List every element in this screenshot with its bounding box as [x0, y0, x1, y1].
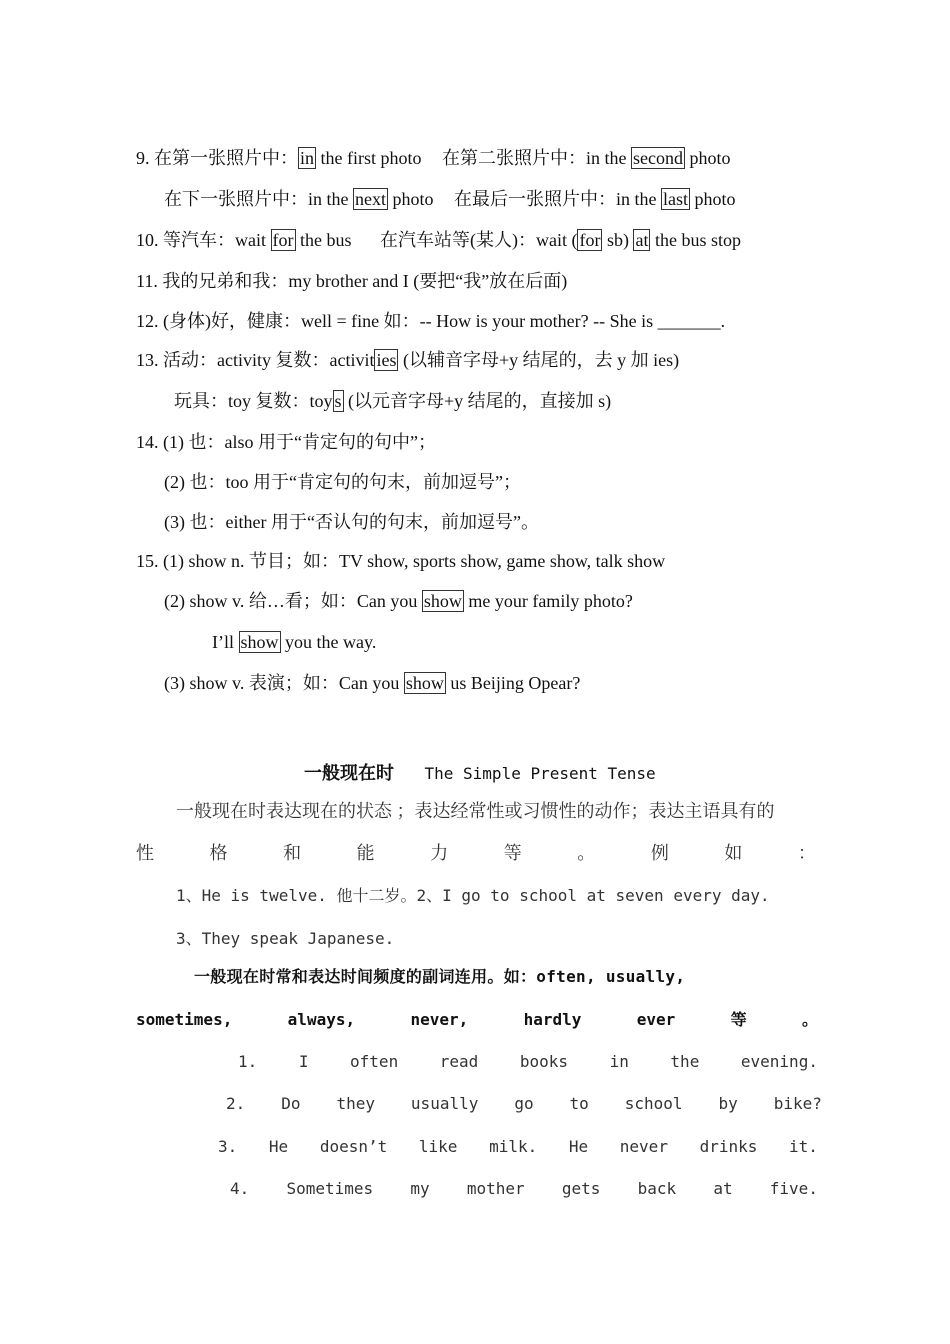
intro-char: 性 [136, 843, 154, 863]
sentence-word: Sometimes [286, 1179, 374, 1198]
item-13b-text-a: 玩具：toy 复数：toy [174, 391, 333, 411]
vocab-item-13 [136, 348, 679, 372]
sentence-word: usually [410, 1094, 479, 1113]
item-9b-box-next: next [355, 189, 386, 209]
freq-word: never, [410, 1010, 469, 1029]
sentence-word: by [718, 1094, 738, 1113]
sentence-word: it. [789, 1137, 818, 1156]
sentence-word: He [268, 1137, 289, 1156]
example-sentence-1 [238, 1050, 818, 1074]
grammar-intro-cont [136, 841, 816, 865]
item-13-box-ies: ies [376, 350, 397, 370]
freq-word: 等 [730, 1010, 747, 1029]
sentence-word: He [568, 1137, 589, 1156]
item-9-text-a: 9. 在第一张照片中： [136, 148, 298, 168]
item-10-box-at: at [635, 230, 649, 250]
item-9b-text-b-after: photo [690, 189, 736, 209]
freq-word: hardly [523, 1010, 582, 1029]
item-9-text-b-after: photo [685, 148, 731, 168]
vocab-item-14-1: 14. (1) 也：also 用于“肯定句的句中”； [136, 432, 436, 452]
sentence-word: Do [281, 1094, 301, 1113]
sentence-word: they [336, 1094, 375, 1113]
sentence-word: school [624, 1094, 683, 1113]
item-15-2b-text-a-after: you the way. [280, 632, 377, 652]
sentence-word: never [619, 1137, 668, 1156]
sentence-word: go [514, 1094, 534, 1113]
freq-word: sometimes, [136, 1010, 233, 1029]
example-sentence-4 [230, 1177, 818, 1201]
sentence-word: often [350, 1052, 399, 1071]
sentence-word: evening. [740, 1052, 818, 1071]
sentence-word: in [609, 1052, 629, 1071]
vocab-item-15-2 [164, 589, 633, 613]
vocab-item-15-3 [164, 671, 580, 695]
item-10-text-a: 10. 等汽车：wait [136, 230, 271, 250]
item-13b-text-a-after: (以元音字母+y 结尾的，直接加 s) [343, 391, 612, 411]
item-15-2-text-a-after: me your family photo? [463, 591, 633, 611]
intro-char: 等 [503, 843, 522, 863]
section-title-cn: 一般现在时 [304, 763, 394, 783]
item-10-text-b: 在汽车站等(某人)：wait ( [380, 230, 578, 250]
vocab-item-12: 12. (身体)好，健康：well = fine 如：-- How is your mother? -- She is _______. [136, 311, 726, 331]
item-9b-text-b: 在最后一张照片中：in the [454, 189, 662, 209]
item-10-text-b-mid: sb) [602, 230, 634, 250]
item-9-text-b: 在第二张照片中：in the [442, 148, 632, 168]
vocab-item-9b [164, 187, 736, 211]
sentence-word: mother [466, 1179, 525, 1198]
item-13-text-a: 13. 活动：activity 复数：activit [136, 350, 375, 370]
section-title-en: The Simple Present Tense [424, 764, 656, 783]
sentence-word: back [637, 1179, 677, 1198]
sentence-word: drinks [699, 1137, 758, 1156]
section-title [304, 761, 656, 786]
sentence-word: like [418, 1137, 458, 1156]
example-sentence-2 [226, 1092, 822, 1116]
grammar-example-1: 1、He is twelve. 他十二岁。2、I go to school at seven every day. [176, 886, 770, 905]
freq-word: ever [636, 1010, 676, 1029]
intro-char: 如 [724, 843, 743, 863]
item-15-3-box-show: show [405, 673, 444, 693]
intro-char: 。 [577, 843, 596, 863]
grammar-freq-line-2 [136, 1008, 818, 1032]
sentence-word: I [298, 1052, 309, 1071]
grammar-freq-line-1: 一般现在时常和表达时间频度的副词连用。如：often, usually, [194, 967, 686, 986]
item-15-2b-text-a: I’ll [212, 632, 239, 652]
sentence-word: five. [769, 1179, 818, 1198]
item-10-box-for-2: for [579, 230, 601, 250]
intro-char: 能 [356, 843, 375, 863]
item-15-3-text-a: (3) show v. 表演；如：Can you [164, 673, 404, 693]
vocab-item-9 [136, 146, 731, 170]
item-9b-box-last: last [663, 189, 689, 209]
sentence-word: 3. [218, 1137, 238, 1156]
sentence-word: gets [561, 1179, 601, 1198]
vocab-item-15-2b [212, 630, 376, 654]
sentence-word: to [569, 1094, 589, 1113]
item-10-text-b-after: the bus stop [650, 230, 741, 250]
item-15-3-text-a-after: us Beijing Opear? [445, 673, 581, 693]
sentence-word: 1. [238, 1052, 258, 1071]
item-9-box-second: second [633, 148, 683, 168]
sentence-word: at [713, 1179, 733, 1198]
vocab-item-15-1: 15. (1) show n. 节目；如：TV show, sports show, game show, talk show [136, 551, 666, 571]
item-10-box-for: for [272, 230, 294, 250]
grammar-example-2: 3、They speak Japanese. [176, 929, 395, 948]
freq-word: 。 [801, 1010, 818, 1029]
grammar-intro: 一般现在时表达现在的状态 ；表达经常性或习惯性的动作；表达主语具有的 [176, 801, 775, 821]
sentence-word: bike? [773, 1094, 822, 1113]
item-15-2-text-a: (2) show v. 给…看；如：Can you [164, 591, 422, 611]
vocab-item-13b [174, 389, 611, 413]
item-13-text-a-after: (以辅音字母+y 结尾的，去 y 加 ies) [398, 350, 680, 370]
sentence-word: 2. [226, 1094, 246, 1113]
intro-char: 力 [430, 843, 449, 863]
sentence-word: milk. [489, 1137, 538, 1156]
intro-char: 例 [650, 843, 669, 863]
vocab-item-11: 11. 我的兄弟和我：my brother and I (要把“我”放在后面) [136, 271, 568, 291]
example-sentence-3 [218, 1135, 818, 1159]
intro-char: ： [797, 843, 816, 863]
vocab-item-10 [136, 228, 741, 252]
sentence-word: 4. [230, 1179, 250, 1198]
vocab-item-14-2: (2) 也：too 用于“肯定句的句末，前加逗号”； [164, 472, 521, 492]
freq-word: always, [287, 1010, 356, 1029]
item-10-text-a-after: the bus [295, 230, 352, 250]
vocab-item-14-3: (3) 也：either 用于“否认句的句末，前加逗号”。 [164, 512, 539, 532]
sentence-word: read [439, 1052, 479, 1071]
item-9b-text-a-after: photo [388, 189, 434, 209]
sentence-word: books [519, 1052, 569, 1071]
item-13b-box-s: s [334, 391, 342, 411]
sentence-word: doesn’t [319, 1137, 388, 1156]
sentence-word: the [670, 1052, 700, 1071]
item-9b-text-a: 在下一张照片中：in the [164, 189, 353, 209]
sentence-word: my [410, 1179, 430, 1198]
item-9-text-a-after: the first photo [316, 148, 422, 168]
item-15-2-box-show: show [423, 591, 462, 611]
item-15-2b-box-show: show [240, 632, 279, 652]
item-9-box-in: in [300, 148, 315, 168]
intro-char: 格 [209, 843, 228, 863]
intro-char: 和 [283, 843, 302, 863]
